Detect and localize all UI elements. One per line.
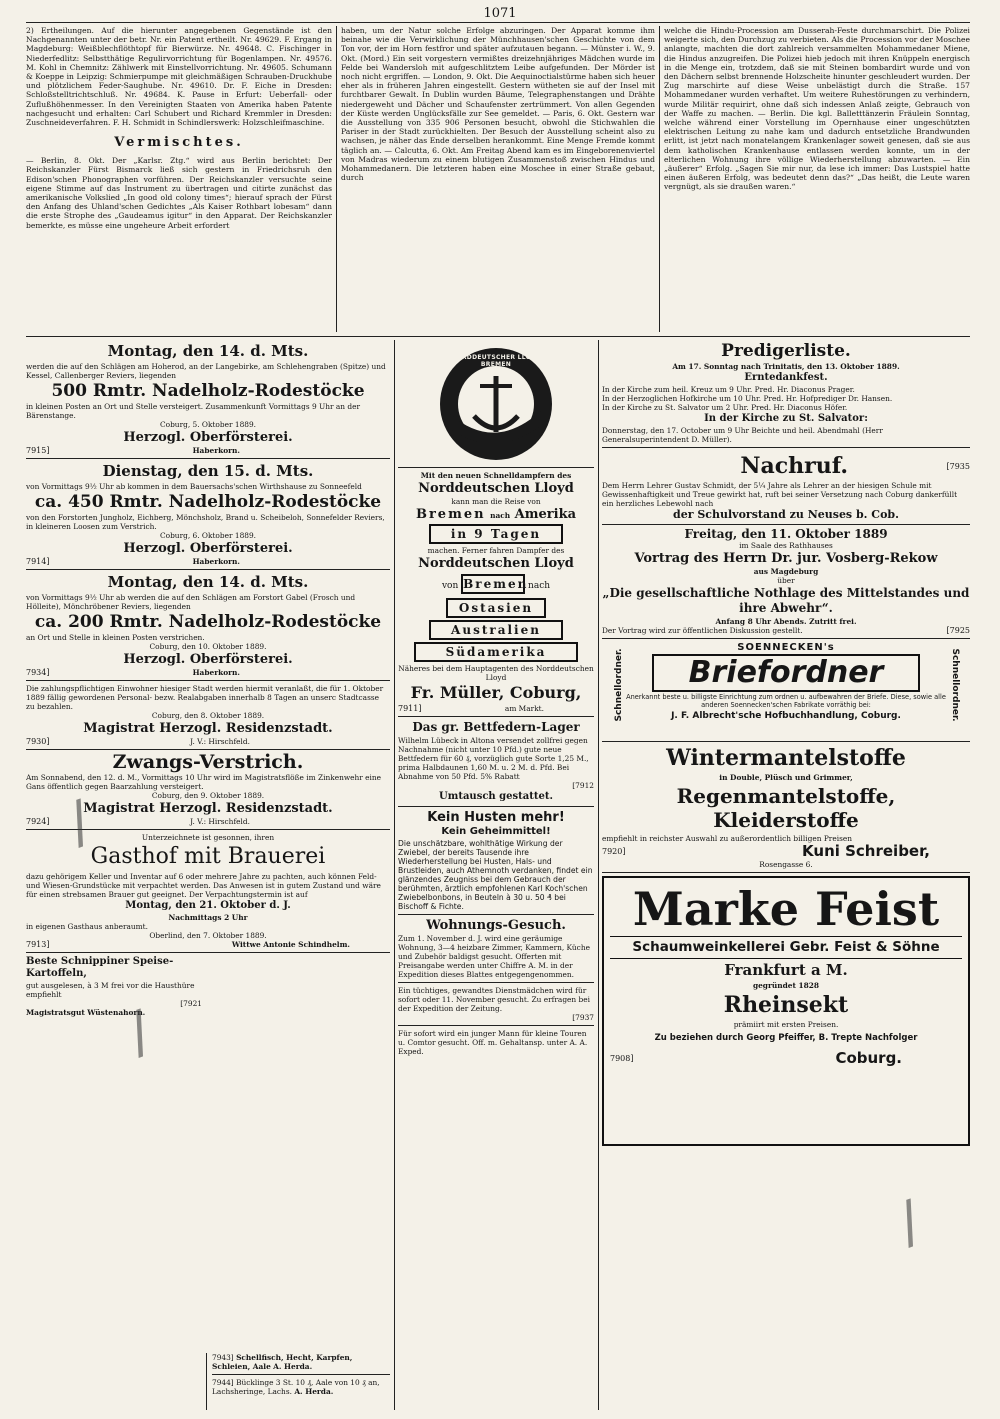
vortrag-ueber: über [777,576,795,585]
lloyd-name2: Norddeutschen Lloyd [418,556,574,571]
brief-shop: J. F. Albrecht'sche Hofbuchhandlung, Coburg. [671,711,901,721]
ad7-title: Beste Schnippiner Speise-Kartoffeln, [26,956,174,979]
ad6-text: dazu gehörigem Keller und Inventar auf 6 oder mehrere Jahre zu pachten, auch können Feld- und Wiesen-Grundstücke mit verpachtet werden. Das Anwesen ist in gutem Zustand und wäre für einen strebsamen Brauer gut geeignet. Der Verpachtungstermin ist auf [26,872,381,899]
winter-signature: Kuni Schreiber, [802,842,930,860]
ad3-text2: an Ort und Stelle in kleinen Posten verstrichen. [26,633,205,642]
pred-title: Predigerliste. [721,341,851,361]
ad4-name: J. V.: Hirschfeld. [190,737,250,746]
header-rule [26,22,970,23]
winter-addr: Rosengasse 6. [759,860,813,869]
ad-fish-container [212,1353,390,1396]
lloyd-dest-1: Ostasien [446,598,546,618]
ad2-signature: Herzogl. Oberförsterei. [123,541,293,556]
page-number: 1071 [483,6,517,21]
patent-text: 2) Ertheilungen. Auf die hierunter angegebenen Gegenstände ist den Nachgenannten unter der betr. Nr. ein Patent ertheilt. Nr. 49629. F. Ergang in Magdeburg: Weißblechflöthtopf für Bierwürze. Nr. 49648. C. Fischinger in Niederfedlitz: Selbstthätige Regulirvorrichtung für Bogenlampen. Nr. 49576. M. Kohl in Chemnitz: Zählwerk mit Einstellvorrichtung. Nr. 49605. Schumann & Koeppe in Leipzig: Schmierpumpe mit gleichmäßigen Schrauben-Druckhube und plötzlichem Feder-Saughube. Nr. 49610. Dr. F. Eiche in Dresden: Schloßstelltrichtschluß. Nr. 49684. K. Pause in Erfurt: Ueberfall- oder Zuflußhöhenmesser. In den Vereinigten Staaten von Amerika haben Patente nachgesucht und erhalten: Carl Schubert und Richard Kremmler in Dresden: Zuschneideverfahren. F. H. Schmidt in Schindlerswerk: Holzschleifmaschine. [26,26,332,128]
ads-left-column [26,340,390,1410]
ad5-date: Coburg, den 9. Oktober 1889. [151,791,265,800]
brief-side-right: Schnellordner. [950,648,960,722]
ad7-ref: [7921 [180,999,202,1008]
ad4-text: Die zahlungspflichtigen Einwohner hiesiger Stadt werden hiermit veranlaßt, die für 1. Oktober 1889 fällig gewordenen Personal- bezw. Realabgaben innerhalb 8 Tagen an unserc Stadtcasse zu bezahlen. [26,684,384,711]
ad1-title: Montag, den 14. d. Mts. [107,342,309,360]
section-heading-vermischtes: Vermischtes. [114,135,244,151]
ad7-text: gut ausgelesen, à 3 M frei vor die Hausthüre empfiehlt [26,981,195,999]
brief-side-left: Schnellordner. [614,648,624,722]
nachruf-text: Dem Herrn Lehrer Gustav Schmidt, der 5¼ Jahre als Lehrer an der hiesigen Schule mit Gewissenhaftigkeit und Treue gewirkt hat, ruft bei seiner Versetzung nach Coburg dankerfüllt ein herzliches Lebewohl nach [602,481,958,508]
ad-bueck-text: Bücklinge 3 St. 10 ₰, Aale von 10 ₰ an, Lachsheringe, Lachs. [212,1378,380,1396]
feist-from: Zu beziehen durch Georg Pfeiffer, B. Trepte Nachfolger [654,1033,918,1043]
feist-year: gegründet 1828 [752,981,820,990]
vortrag-date: Freitag, den 11. Oktober 1889 [684,527,888,541]
vortrag-note: Der Vortrag wird zur öffentlichen Diskussion gestellt. [602,626,803,635]
wohn-text: Zum 1. November d. J. wird eine geräumige Wohnung, 3—4 heizbare Zimmer, Kammern, Küche und Zubehör baldigst gesucht. Offerten mit Preisangabe werden unter Chiffre A. M. in der Expedition dieses Blattes entgegengenommen. [398,934,590,979]
feist-city: Frankfurt a M. [724,961,848,979]
ad6-date: Montag, den 21. Oktober d. J. [125,900,291,911]
column-divider [598,340,599,1410]
lloyd-logo-text: NORDDEUTSCHER LLOYD BREMEN [451,354,541,368]
lloyd-logo [436,344,556,464]
ad6-place2: Oberlind, den 7. Oktober 1889. [149,931,267,940]
ad6-ref: 7913] [26,940,50,949]
news-text-3: welche die Hindu-Procession am Dusserah-Feste durchmarschirt. Die Polizei weigerte sich, den Durchzug zu verbieten. Als die Procession vor der Moschee anlangte, machten die dort zahlreich versammelten Mohammedaner Miene, die Hindus anzugreifen. Die Polizei hieb jedoch mit ihren Knüppeln energisch in die Menge ein, trotzdem, daß sie mit Steinen bombardirt wurde und von den Dächern selbst brennende Holzscheite hinunter geschleudert wurden. Der Zug marschirte auf diese Weise unbelästigt durch die Straße. 157 Mohammedaner wurden verhaftet. Um weitere Ruhestörungen zu verhindern, wurde Militär requirirt, ohne daß sich indessen Anlaß zeigte, Gebrauch von der Waffe zu machen. — Berlin. Die kgl. Balletttänzerin Fräulein Sonntag, welche während einer Vorstellung im Opernhause einer ungeschützten elektrischen Leitung zu nahe kam und dadurch entsetzliche Brandwunden erlitt, ist jetzt nach monatelangem Krankenlager soweit genesen, daß sie aus dem katholischen Krankenhause entlassen werden konnte, um in der elterlichen Wohnung ihre völlige Wiederherstellung abzuwarten. — Ein „äußerer“ Erfolg. „Sagen Sie mir nur, da lese ich immer: Das Lustspiel hatte einen äußeren Erfolg, was bedeutet denn das?“ „Das heißt, die Leute waren vergnügt, als sie draußen waren.“ [664,26,970,192]
ad-divider [26,458,390,459]
pred-2: In der Herzoglichen Hofkirche um 10 Uhr. Pred. Hr. Hofprediger Dr. Hansen. [602,394,893,403]
dienst-text: Ein tüchtiges, gewandtes Dienstmädchen wird für sofort oder 11. November gesucht. Zu erfragen bei der Expedition der Zeitung. [398,986,591,1013]
ad2-title: Dienstag, den 15. d. Mts. [102,462,314,480]
ad3-name: Haberkorn. [192,668,240,677]
vortrag-title: Vortrag des Herrn Dr. jur. Vosberg-Rekow [634,551,938,566]
bett-foot: Umtausch gestattet. [439,791,553,802]
ad2-name: Haberkorn. [192,557,240,566]
ad-bueck-ref: 7944] [212,1378,234,1387]
ad2-ref: 7914] [26,557,50,566]
pred-3: In der Kirche zu St. Salvator um 2 Uhr. Pred. Hr. Diaconus Höfer. [602,403,848,412]
lloyd-line4: Näheres bei dem Hauptagenten des Norddeutschen Lloyd [398,664,594,682]
pred-4: Donnerstag, den 17. October um 9 Uhr Beichte und heil. Abendmahl (Herr Generalsuperintendent D. Müller). [602,426,883,444]
feist-city2: Coburg. [835,1049,902,1067]
bett-ref: [7912 [572,781,594,790]
vermischtes-text: — Berlin, 8. Okt. Der „Karlsr. Ztg.“ wird aus Berlin berichtet: Der Reichskanzler Fürst Bismarck ließ sich gestern in Friedrichsruh den Edison'schen Phonographen vorführen. Der Reichskanzler versuchte seine eigene Stimme auf das Instrument zu übertragen und citirte zunächst das amerikanische Volkslied „In good old colony times“; hierauf sprach der Fürst den Anfang des Uhland'schen Gedichtes „Als Kaiser Rothbart lobesam“ dann die erste Strophe des „Gaudeamus igitur“ in den Apparat. Der Reichskanzler bemerkte, es müsse eine ungeheure Arbeit erfordert [26,156,332,230]
wohn-title: Wohnungs-Gesuch. [426,918,566,933]
column-divider [659,26,660,332]
news-text-2: haben, um der Natur solche Erfolge abzuringen. Der Apparat komme ihm beinahe wie die Verwirklichung der Münchhausen'schen Geschichte von dem Ton vor, der im Horn festfror und später aufzutauen begann. — Münster i. W., 9. Okt. (Mord.) Ein seit vorgestern vermißtes dreizehnjähriges Mädchen wurde im Felde bei Wandersloh mit aufgeschlitztem Leibe aufgefunden. Der Mörder ist noch nicht ergriffen. — London, 9. Okt. Die Aequinoctialstürme haben sich heuer eher als in früheren Jahren eingestellt. Gestern wütheten sie auf der Insel mit furchtbarer Gewalt. In Dublin wurden Bäume, Telegraphenstangen und Drähte niedergeweht und Dächer und Schaufenster zertrümmert. Von allen Gegenden der Küste werden Unglücksfälle zur See gemeldet. — Paris, 6. Okt. Gestern war die Ausstellung von 335 906 Personen besucht, obwohl die Stichwahlen die Pariser in der Stadt zurückhielten. Der Besuch der Ausstellung scheint also zu wachsen, je näher das Ende derselben herankommt. Eine Menge Fremde kommt täglich an. — Calcutta, 6. Okt. Am Freitag Abend kam es im Eingeborenenviertel von Madras wiederum zu einem blutigen Zusammenstoß zwischen Hindus und Mohammedanern. Die letzteren haben eine Moschee in einer Straße gebaut, durch [341,26,655,183]
lloyd-dest-2: Australien [429,620,563,640]
feist-title: Marke Feist [632,882,940,936]
ad3-ref: 7934] [26,668,50,677]
ad-divider [26,680,390,681]
lloyd-nach: nach [490,511,511,520]
ad2-headline: ca. 450 Rmtr. Nadelholz-Rodestöcke [34,492,382,512]
ad-divider [26,749,390,750]
top-column-3 [664,26,970,332]
lloyd-days-box: in 9 Tagen [429,524,563,544]
dienst-ref: [7937 [572,1013,594,1022]
lloyd-bremen-box: Bremen [461,574,525,594]
bett-text: Wilhelm Lübeck in Altona versendet zollfrei gegen Nachnahme (nicht unter 10 Pfd.) gute neue Bettfedern für 60 ₰, vorzüglich gute Sorte 1,25 M., prima Halbdaunen 1,60 M. u. 2 M. d. Pfd. Bei Abnahme von 50 Pfd. 5% Rabatt [398,736,589,781]
vortrag-from: aus Magdeburg [753,567,819,576]
winter-title: Wintermantelstoffe [666,745,906,771]
ad6-intro: Unterzeichnete ist gesonnen, ihren [141,833,275,842]
winter-ref: 7920] [602,847,626,856]
ad7-signature: Magistratsgut Wüstenahorn. [26,1008,146,1017]
lloyd-line1: Mit den neuen Schnelldampfern des [420,471,572,480]
brief-title: Briefordner [652,654,920,692]
lloyd-line3: machen. Ferner fahren Dampfer des [427,546,565,555]
lloyd-route-from: Bremen [415,507,486,522]
ad1-text2: in kleinen Posten an Ort und Stelle versteigert. Zusammenkunft Vormittags 9 Uhr an der Bärenstange. [26,402,361,420]
ad-fish-ref: 7943] [212,1353,234,1362]
husten-title: Kein Husten mehr! [427,810,565,825]
ad1-name: Haberkorn. [192,446,240,455]
feist-prize: prämiirt mit ersten Preisen. [733,1020,839,1029]
pred-4-title: In der Kirche zu St. Salvator: [704,413,868,424]
vortrag-place: im Saale des Rathhauses [739,541,833,550]
bett-title: Das gr. Bettfedern-Lager [412,720,580,734]
vortrag-time: Anfang 8 Uhr Abends. Zutritt frei. [715,617,857,626]
ad1-date: Coburg, 5. Oktober 1889. [159,420,257,429]
junge-text: Für sofort wird ein junger Mann für kleine Touren u. Comtor gesucht. Off. m. Gehaltansp. unter A. A. Exped. [398,1029,588,1056]
ad1-headline: 500 Rmtr. Nadelholz-Rodestöcke [51,381,365,401]
brief-note: Anerkannt beste u. billigste Einrichtung zum ordnen u. aufbewahren der Briefe. Diese, sowie alle anderen Soennecken'schen Fabrikate vorräthig bei: [626,693,946,709]
nachruf-title: Nachruf. [740,453,849,479]
winter-text: empfiehlt in reichster Auswahl zu außerordentlich billigen Preisen [602,834,852,843]
ad-fish-text: Schellfisch, Hecht, Karpfen, Schleien, Aale [212,1353,353,1371]
top-column-2 [341,26,655,332]
ad3-headline: ca. 200 Rmtr. Nadelholz-Rodestöcke [34,612,382,632]
ad3-title: Montag, den 14. d. Mts. [107,573,309,591]
ad6-place: in eigenen Gasthaus anberaumt. [26,922,148,931]
briefordner-ad [602,642,970,738]
nachruf-ref: [7935 [946,461,970,471]
pencil-mark: / [889,1188,930,1257]
lloyd-dest-3: Südamerika [414,642,578,662]
lloyd-route-to: Amerika [514,507,577,522]
ad5-ref: 7924] [26,817,50,826]
pred-subtitle: Am 17. Sonntag nach Trinitatis, den 13. Oktober 1889. [672,362,900,371]
ad-divider [212,1374,390,1375]
pencil-mark: / [119,998,160,1067]
ad4-ref: 7930] [26,737,50,746]
brief-brand: SOENNECKEN's [737,642,835,653]
ad3-signature: Herzogl. Oberförsterei. [123,652,293,667]
ad2-date: Coburg, 6. Oktober 1889. [159,531,257,540]
ad6-time: Nachmittags 2 Uhr [168,913,248,922]
ad1-ref: 7915] [26,446,50,455]
ad5-name: J. V.: Hirschfeld. [190,817,250,826]
ad6-signature: Wittwe Antonie Schindhelm. [231,940,350,949]
ad-divider [26,569,390,570]
husten-text: Die unschätzbare, wohlthätige Wirkung der Zwiebel, der bereits Tausende ihre Wiederherstellung bei Husten, Hals- und Brustleiden, auch Athemnoth verdanken, findet ein glänzendes Zeugniss bei dem Gebrauch der berühmten, ärztlich empfohlenen Karl Koch'schen Zwiebelbonbons, in Beuteln à 30 u. 50 ₰ bei Bischoff & Fichte. [398,839,593,911]
column-divider [206,1353,207,1410]
ad-bueck-signature: A. Herda. [294,1387,334,1396]
feist-ref: 7908] [610,1054,634,1063]
ad5-text: Am Sonnabend, den 12. d. M., Vormittags 10 Uhr wird im Magistratsflöße im Zinkenwehr eine Gans öffentlich gegen Baarzahlung versteigert. [26,773,382,791]
ad3-date: Coburg, den 10. Oktober 1889. [149,642,267,651]
ad7-container [26,956,202,1017]
feist-product: Rheinsekt [723,992,849,1018]
feist-firm: Schaumweinkellerei Gebr. Feist & Söhne [610,936,962,959]
section-rule [26,336,970,337]
husten-subtitle: Kein Geheimmittel! [441,826,551,837]
lloyd-name: Norddeutschen Lloyd [418,481,574,496]
top-column-1 [26,26,332,332]
ad3-text: von Vormittags 9½ Uhr ab werden die auf den Schlägen am Forstort Gabel (Frosch und Hölleite), Mönchröbener Reviers, liegenden [26,593,356,611]
ad5-signature: Magistrat Herzogl. Residenzstadt. [83,801,333,816]
lloyd-line2: kann man die Reise von [451,497,541,506]
vortrag-topic: „Die gesellschaftliche Nothlage des Mittelstandes und ihre Abwehr“. [602,586,970,615]
lloyd-addr: am Markt. [504,704,544,713]
lloyd-agent: Fr. Müller, Coburg, [410,683,582,702]
ad1-signature: Herzogl. Oberförsterei. [123,430,293,445]
lloyd-nach2: nach [528,581,551,591]
ad6-headline: Gasthof mit Brauerei [90,844,326,869]
winter-subtitle: in Double, Plüsch und Grimmer, [719,773,853,782]
vortrag-ref: [7925 [946,626,970,635]
ads-middle-column [398,340,594,1410]
pred-1: In der Kirche zum heil. Kreuz um 9 Uhr. Pred. Hr. Diaconus Prager. [602,385,855,394]
ad-fish-signature: A. Herda. [273,1362,313,1371]
pred-fest: Erntedankfest. [744,372,828,383]
column-divider [336,26,337,332]
ad5-title: Zwangs-Verstrich. [112,751,304,773]
ad4-date: Coburg, den 8. Oktober 1889. [151,711,265,720]
pencil-mark: / [59,788,100,857]
ad1-text: werden die auf den Schlägen am Hoherod, an der Langebirke, am Schlehengraben (Spitze) und Kessel, Callenberger Reviers, liegenden [26,362,386,380]
feist-ad [602,876,970,1146]
nachruf-signature: der Schulvorstand zu Neuses b. Cob. [673,508,899,521]
ad2-text: von Vormittags 9½ Uhr ab kommen in dem Bauersachs'schen Wirthshause zu Sonneefeld [26,482,362,491]
ad-divider [26,952,390,953]
winter-headline: Regenmantelstoffe, Kleiderstoffe [676,784,896,832]
lloyd-ref: 7911] [398,704,422,713]
ad2-text2: von den Forstorten Jungholz, Eichberg, Mönchsholz, Brand u. Scheibeloh, Sonnefelder Reviers, in kleineren Loosen zum Verstrich. [26,513,385,531]
lloyd-von: von [441,581,459,591]
ad4-signature: Magistrat Herzogl. Residenzstadt. [83,721,333,736]
column-divider [394,340,395,1410]
